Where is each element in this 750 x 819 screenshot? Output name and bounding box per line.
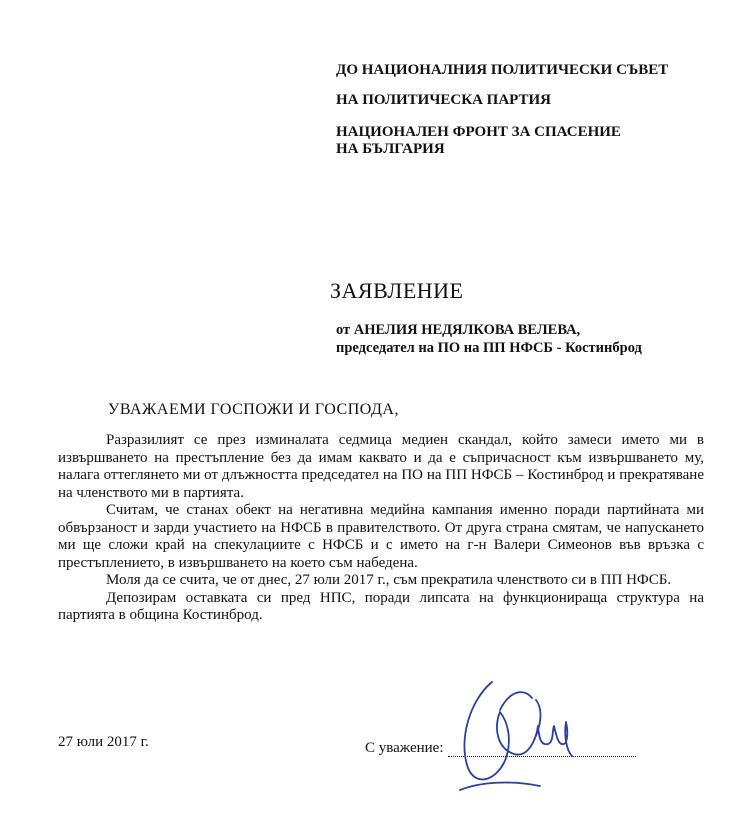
- document-title: ЗАЯВЛЕНИЕ: [330, 278, 464, 303]
- body-paragraph-4: Депозирам оставката си пред НПС, поради липсата на функциониращa структура на партията в община Костинброд.: [58, 589, 704, 623]
- closing-regards: С уважение:: [365, 740, 444, 756]
- addressee-line-3: НАЦИОНАЛЕН ФРОНТ ЗА СПАСЕНИЕ: [336, 124, 621, 140]
- body-paragraph-3: Моля да се счита, че от днес, 27 юли 2017 г., съм прекратила членството си в ПП НФСБ.: [106, 572, 672, 588]
- addressee-line-1: ДО НАЦИОНАЛНИЯ ПОЛИТИЧЕСКИ СЪВЕТ: [336, 62, 669, 78]
- body-paragraph-1: Разразилият се през изминалата седмица медиен скандал, който замеси името ми в извършването на престъпление без да имам каквато и да е съпричасност към извършването му, налага оттеглянето ми от длъжността председател на ПО на ПП НФСБ – Костинброд и прекратяване на членството ми в партията.: [58, 432, 704, 501]
- addressee-line-4: НА БЪЛГАРИЯ: [336, 141, 445, 157]
- body-paragraph-2: Считам, че станах обект на негативна медийна кампания именно поради партийната ми обвързаност и зарди участието на НФСБ в правителството. От друга страна смятам, че напускането ми ще сложи край на спекулациите с НФСБ и с името на г-н Валери Симеонов във връзка с престъплението, в извършването на което съм набедена.: [58, 502, 704, 571]
- letter-date: 27 юли 2017 г.: [58, 734, 149, 750]
- author-name: от АНЕЛИЯ НЕДЯЛКОВА ВЕЛЕВА,: [336, 322, 581, 338]
- addressee-line-2: НА ПОЛИТИЧЕСКА ПАРТИЯ: [336, 92, 552, 108]
- author-position: председател на ПО на ПП НФСБ - Костинброд: [336, 340, 642, 356]
- letter-body: [58, 432, 704, 625]
- handwritten-signature: [440, 670, 590, 810]
- greeting: УВАЖАЕМИ ГОСПОЖИ И ГОСПОДА,: [108, 401, 399, 418]
